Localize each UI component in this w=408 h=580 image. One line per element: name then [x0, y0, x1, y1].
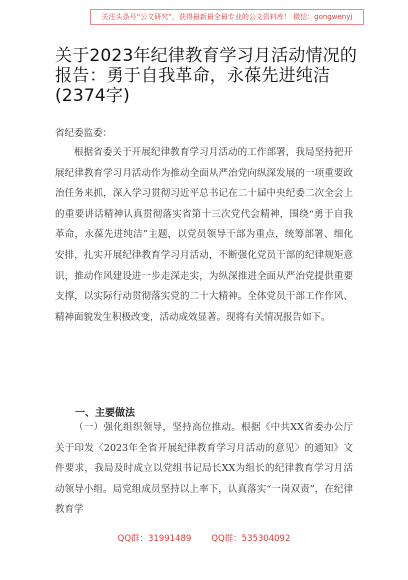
body-paragraph-1: 根据省委关于开展纪律教育学习月活动的工作部署，我局坚持把开展纪律教育学习月活动作为推动全面从严治党向纵深发展的一项重要政治任务来抓，深入学习贯彻习近平总书记在二十届中央纪委二次全会上的重要讲话精神认真贯彻落实省第十三次党代会精神，围绕“勇于自我革命，永葆先进纯洁”主题，以党员领导干部为重点，统筹部署、细化安排，扎实开展纪律教育学习月活动，不断强化党员干部的纪律规矩意识，推动作风建设进一步走深走实，为纵深推进全面从严治党提供重要支撑，以实际行动贯彻落实党的二十大精神。全体党员干部工作作风、精神面貌发生积极改变，活动成效显著。现将有关情况报告如下。: [55, 147, 353, 323]
footer: [0, 532, 408, 548]
salutation: 省纪委监委：: [55, 128, 113, 139]
banner-text: 关注头条号“公文研究”，获得最新最全最专业的公文资料库！ 微信：gongwenyj: [101, 13, 353, 21]
footer-qq-group-1: QQ群：31991489: [117, 534, 192, 544]
section-heading-1: 一、主要做法: [75, 408, 135, 419]
footer-qq-group-2: QQ群：535304092: [211, 534, 291, 544]
body-paragraph-2: （一）强化组织领导，坚持高位推动。根据《中共XX省委办公厅关于印发〈2023年全省开展纪律教育学习月活动的意见〉的通知》文件要求，我局及时成立以党组书记局长XX为组长的纪律教育学习月活动领导小组。局党组成员坚持以上率下，认真落实“一岗双责”，在纪律教育学: [55, 422, 353, 516]
document-title: 关于2023年纪律教育学习月活动情况的报告：勇于自我革命，永葆先进纯洁(2374字): [55, 46, 358, 106]
top-banner: [90, 9, 364, 25]
